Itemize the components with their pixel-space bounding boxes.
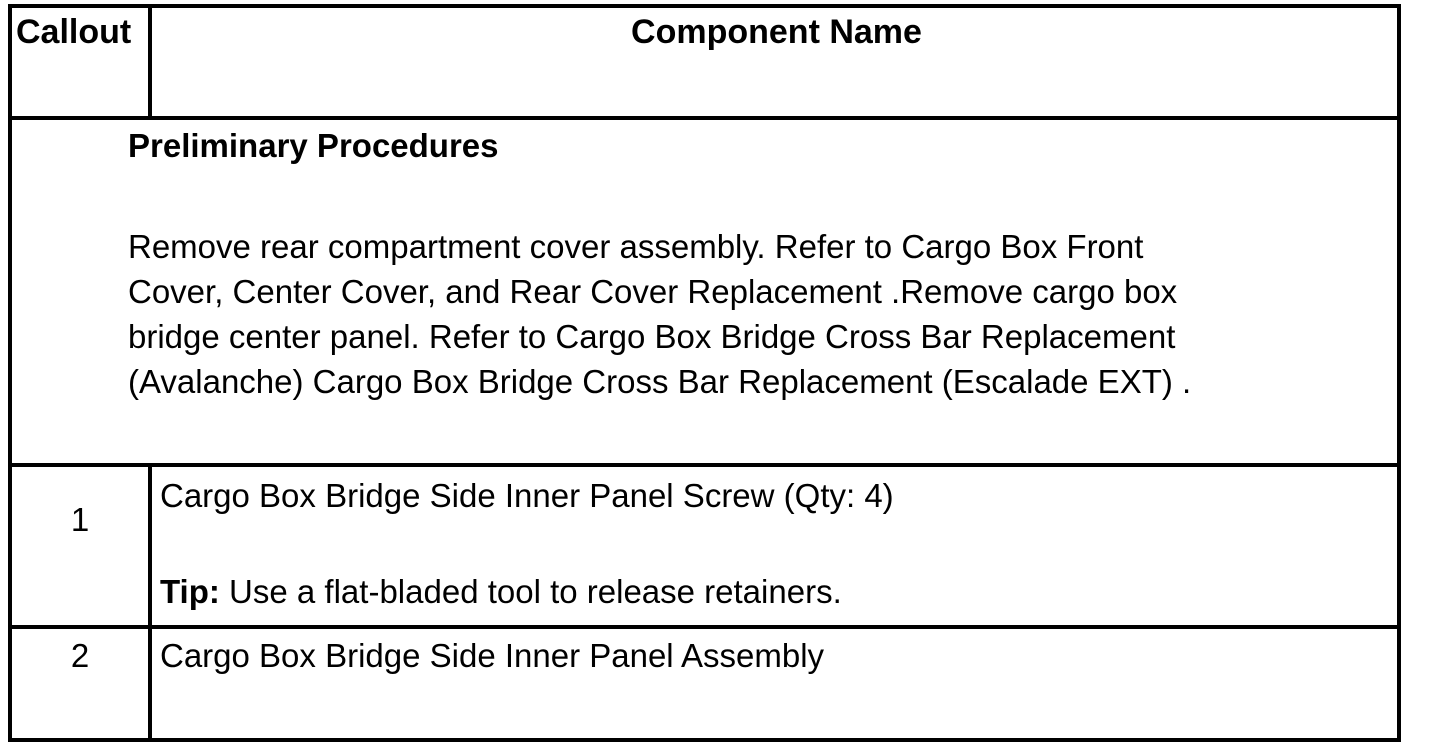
rows-column-divider [148, 463, 152, 742]
preliminary-procedures-heading: Preliminary Procedures [128, 127, 499, 164]
preliminary-procedures-text [128, 224, 1378, 404]
preliminary-bottom-border [8, 463, 1401, 467]
row-1-callout: 1 [70, 501, 90, 538]
preliminary-line: Remove rear compartment cover assembly. Refer to Cargo Box Front [128, 228, 1144, 265]
row-2-callout: 2 [70, 637, 90, 674]
component-name-column-header: Component Name [631, 13, 922, 51]
row-1-bottom-border [8, 625, 1401, 629]
tip-text: Use a flat-bladed tool to release retainers. [219, 573, 842, 610]
row-1-tip [160, 572, 842, 612]
header-bottom-border [8, 116, 1401, 120]
callout-column-header: Callout [16, 13, 132, 51]
preliminary-line: (Avalanche) Cargo Box Bridge Cross Bar Replacement (Escalade EXT) . [128, 363, 1192, 400]
preliminary-line: Cover, Center Cover, and Rear Cover Replacement .Remove cargo box [128, 273, 1178, 310]
preliminary-line: bridge center panel. Refer to Cargo Box Bridge Cross Bar Replacement [128, 318, 1176, 355]
row-2-component-name: Cargo Box Bridge Side Inner Panel Assembly [160, 637, 825, 674]
tip-label: Tip: [160, 573, 220, 610]
row-1-component-name: Cargo Box Bridge Side Inner Panel Screw (Qty: 4) [160, 477, 894, 514]
